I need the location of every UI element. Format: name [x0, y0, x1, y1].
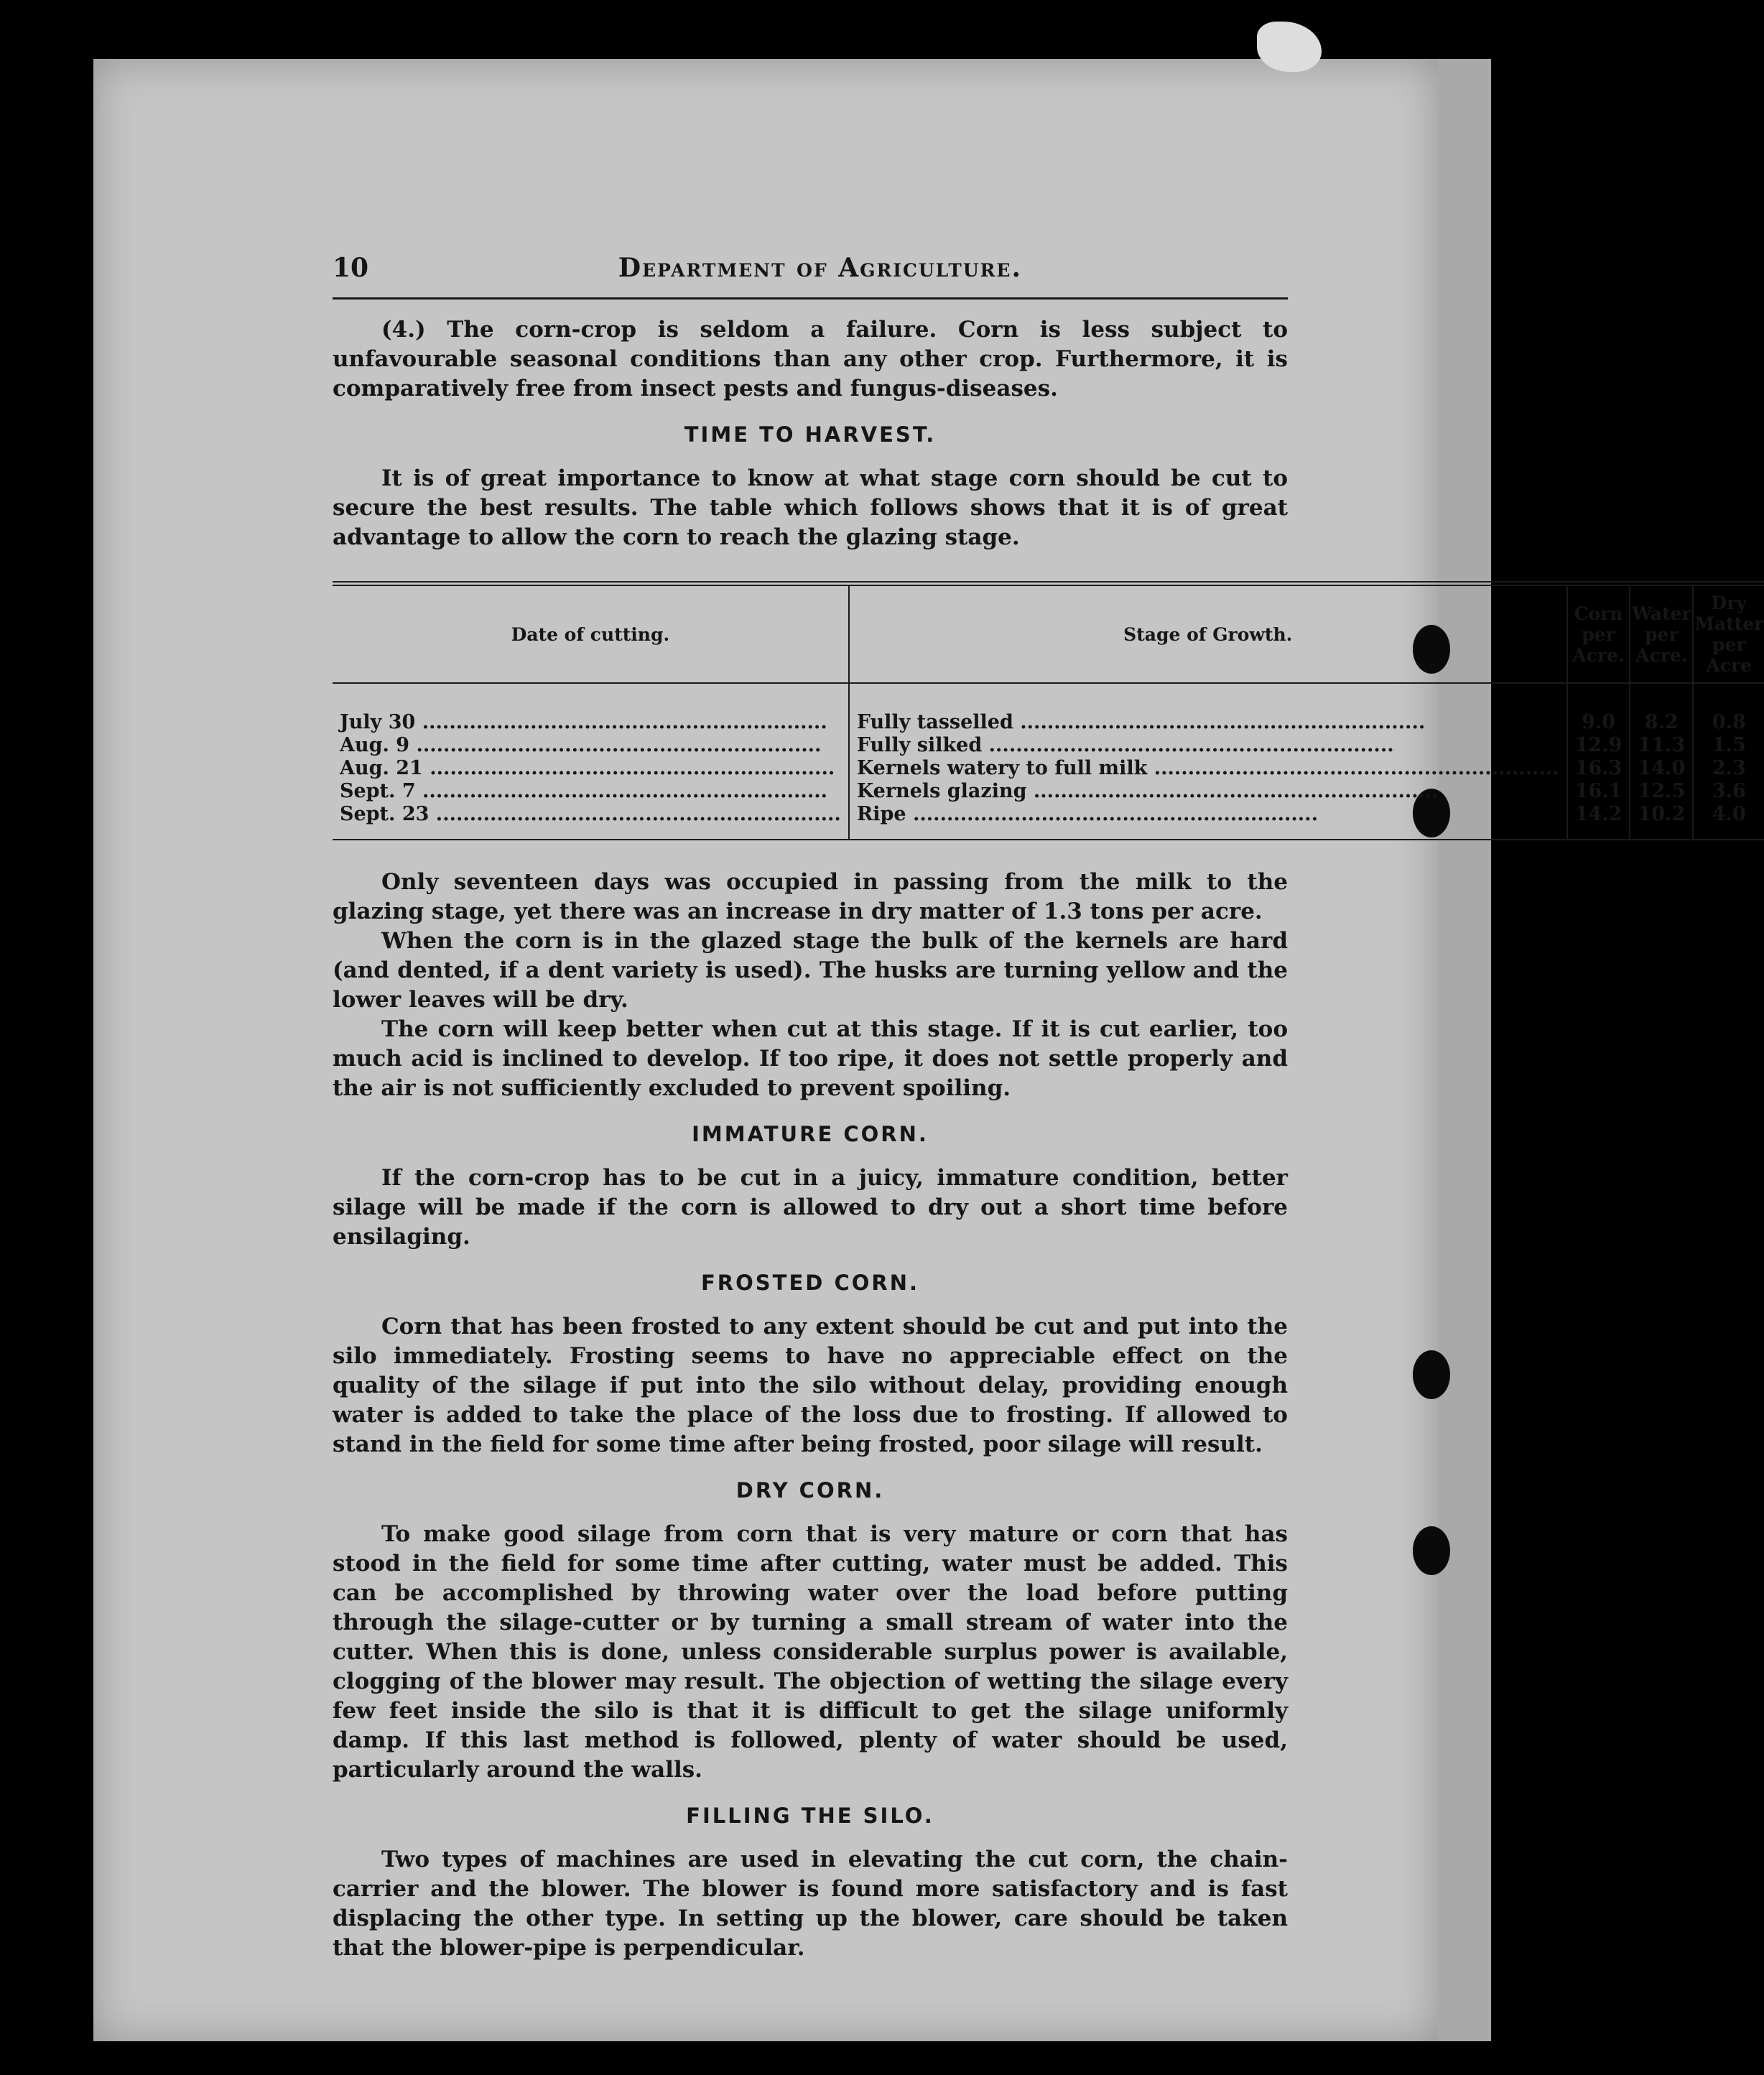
heading-frosted-corn: FROSTED CORN. [701, 1271, 919, 1295]
page-content [333, 253, 1764, 1963]
binder-hole-4 [1413, 1526, 1450, 1575]
dot-leader: ............................................................ [982, 734, 1394, 756]
header-rule [333, 297, 1288, 300]
table-row [333, 757, 1764, 780]
dot-leader: ............................................................ [415, 711, 827, 733]
row-dry: 1.5 [1693, 734, 1764, 757]
row-date-text: Aug. 21 [340, 757, 423, 779]
row-date [333, 780, 849, 803]
row-corn: 14.2 [1567, 803, 1630, 840]
scanner-edge [1438, 59, 1491, 2041]
heading-filling-silo: FILLING THE SILO. [686, 1804, 934, 1828]
dot-leader: ............................................................ [409, 734, 822, 756]
frosted-paragraph: Corn that has been frosted to any extent should be cut and put into the silo immediately. Frosting seems to have no appreciable effect on the quality of the silage if put into the silo without delay, providing enough water is added to take the place of the loss due to frosting. If allowed to stand in the field for some time after being frosted, poor silage will result. [333, 1314, 1288, 1457]
dot-leader: ............................................................ [906, 803, 1318, 825]
running-head [333, 253, 1288, 293]
harvest-paragraph-4: The corn will keep better when cut at this stage. If it is cut earlier, too much acid is inclined to develop. If too ripe, it does not settle properly and the air is not sufficiently excluded to prevent spoiling. [333, 1016, 1288, 1101]
row-date-text: Sept. 7 [340, 780, 416, 802]
row-stage-text: Ripe [856, 803, 906, 825]
immature-paragraph: If the corn-crop has to be cut in a juicy, immature condition, better silage will be made if the corn is allowed to dry out a short time before ensilaging. [333, 1165, 1288, 1250]
row-stage-text: Kernels watery to full milk [856, 757, 1148, 779]
row-dry: 3.6 [1693, 780, 1764, 803]
row-dry: 4.0 [1693, 803, 1764, 840]
row-stage [849, 683, 1567, 734]
row-corn: 12.9 [1567, 734, 1630, 757]
heading-dry-corn: DRY CORN. [735, 1478, 885, 1503]
row-corn: 16.1 [1567, 780, 1630, 803]
row-water: 14.0 [1630, 757, 1693, 780]
row-date [333, 734, 849, 757]
row-stage [849, 757, 1567, 780]
dot-leader: ............................................................ [1026, 780, 1439, 802]
row-water: 8.2 [1630, 683, 1693, 734]
row-stage-text: Fully silked [856, 734, 983, 756]
row-stage-text: Fully tasselled [856, 711, 1013, 733]
row-stage [849, 803, 1567, 840]
table-row [333, 683, 1764, 734]
col-header-water: Water per Acre. [1630, 584, 1693, 684]
table-row [333, 803, 1764, 840]
dot-leader: ............................................................ [429, 803, 841, 825]
harvest-table [333, 581, 1764, 840]
row-date-text: Sept. 23 [340, 803, 430, 825]
dot-leader: ............................................................ [422, 757, 835, 779]
row-stage-text: Kernels glazing [856, 780, 1027, 802]
intro-paragraph: (4.) The corn-crop is seldom a failure. Corn is less subject to unfavourable seasonal conditions than any other crop. Furthermore, it is comparatively free from insect pests and fungus-diseases. [333, 317, 1288, 401]
row-water: 12.5 [1630, 780, 1693, 803]
row-date-text: Aug. 9 [340, 734, 410, 756]
row-water: 11.3 [1630, 734, 1693, 757]
row-stage [849, 780, 1567, 803]
dot-leader: ............................................................ [415, 780, 828, 802]
col-header-dry: Dry Matter per Acre [1693, 584, 1764, 684]
running-head-title: Department of Agriculture. [618, 253, 1022, 283]
table-row [333, 734, 1764, 757]
page-number: 10 [333, 253, 369, 283]
harvest-paragraph-1: It is of great importance to know at what stage corn should be cut to secure the best results. The table which follows shows that it is of great advantage to allow the corn to reach the glazing stage. [333, 465, 1288, 550]
row-date [333, 683, 849, 734]
row-corn: 9.0 [1567, 683, 1630, 734]
row-date-text: July 30 [340, 711, 416, 733]
heading-immature-corn: IMMATURE CORN. [692, 1122, 929, 1146]
col-header-date: Date of cutting. [333, 584, 849, 684]
row-water: 10.2 [1630, 803, 1693, 840]
table-row [333, 780, 1764, 803]
row-stage [849, 734, 1567, 757]
dot-leader: ............................................................ [1013, 711, 1426, 733]
row-dry: 2.3 [1693, 757, 1764, 780]
col-header-corn: Corn per Acre. [1567, 584, 1630, 684]
dot-leader: ............................................................ [1147, 757, 1559, 779]
harvest-paragraph-2: Only seventeen days was occupied in passing from the milk to the glazing stage, yet there was an increase in dry matter of 1.3 tons per acre. [333, 869, 1288, 924]
row-dry: 0.8 [1693, 683, 1764, 734]
filling-paragraph: Two types of machines are used in elevating the cut corn, the chain-carrier and the blower. The blower is found more satisfactory and is fast displacing the other type. In setting up the blower, care should be taken that the blower-pipe is perpendicular. [333, 1847, 1288, 1961]
harvest-paragraph-3: When the corn is in the glazed stage the bulk of the kernels are hard (and dented, if a dent variety is used). The husks are turning yellow and the lower leaves will be dry. [333, 928, 1288, 1013]
col-header-stage: Stage of Growth. [849, 584, 1567, 684]
torn-corner [1257, 22, 1322, 72]
row-date [333, 757, 849, 780]
heading-time-to-harvest: TIME TO HARVEST. [684, 422, 937, 447]
binder-hole-3 [1413, 1350, 1450, 1399]
row-corn: 16.3 [1567, 757, 1630, 780]
dry-corn-paragraph: To make good silage from corn that is very mature or corn that has stood in the field for some time after cutting, water must be added. This can be accomplished by throwing water over the load before putting through the silage-cutter or by turning a small stream of water into the cutter. When this is done, unless considerable surplus power is available, clogging of the blower may result. The objection of wetting the silage every few feet inside the silo is that it is difficult to get the silage uniformly damp. If this last method is followed, plenty of water should be used, particularly around the walls. [333, 1521, 1288, 1783]
row-date [333, 803, 849, 840]
